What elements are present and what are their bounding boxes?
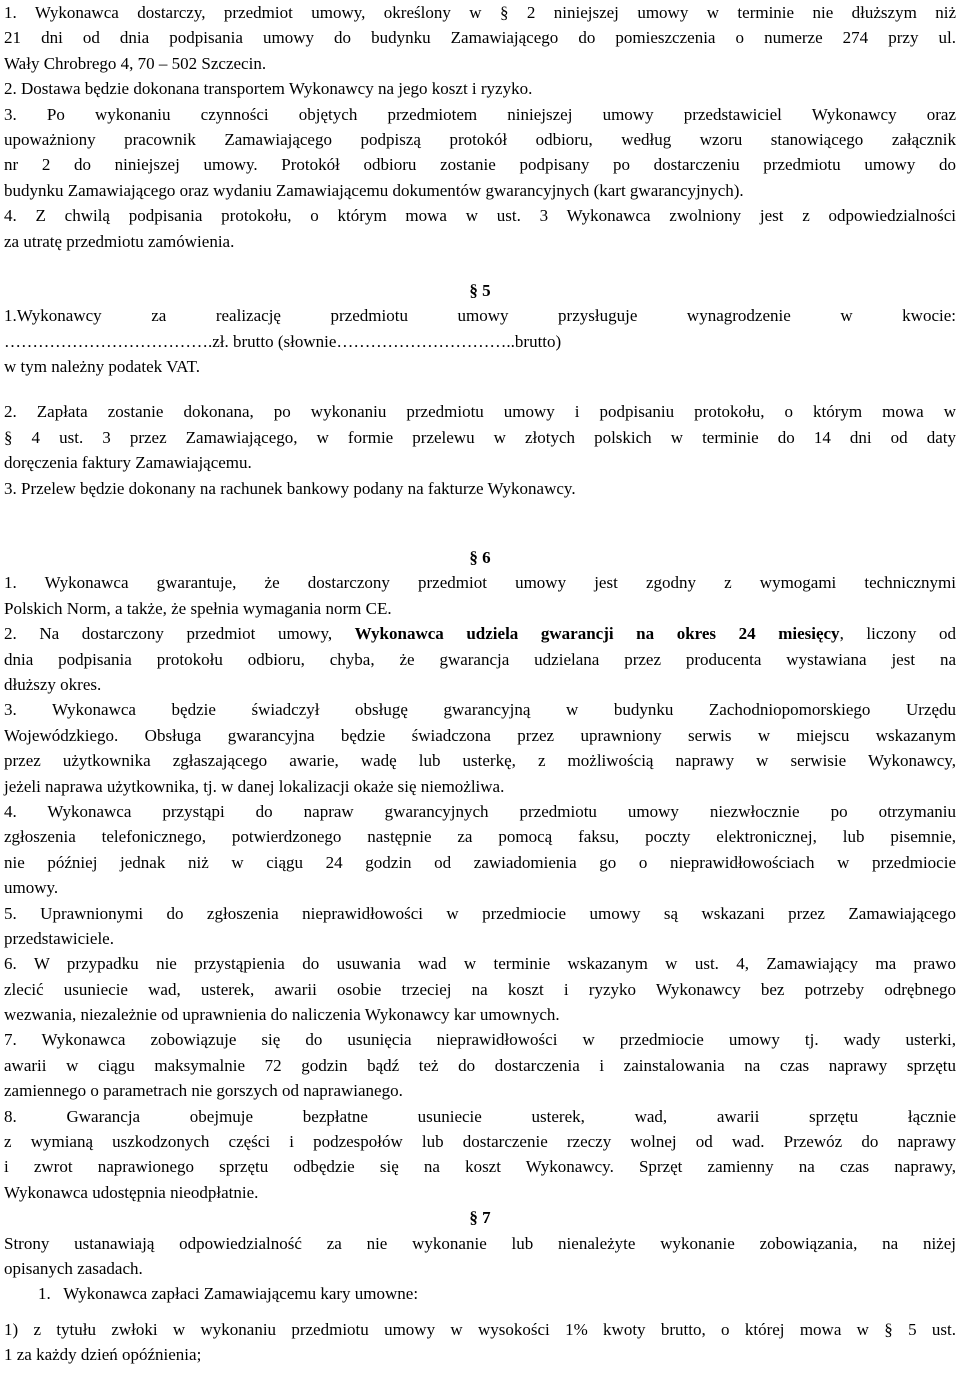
paragraph-line: 3. Przelew będzie dokonany na rachunek bankowy podany na fakturze Wykonawcy. [4, 478, 576, 498]
warranty-text-post: , liczony od [839, 624, 956, 644]
paragraph-line: awarii w ciągu maksymalnie 72 godzin bądź też do dostarczenia i zainstalowania na czas naprawy sprzętu [4, 1055, 956, 1075]
paragraph-line: budynku Zamawiającego oraz wydaniu Zamawiającemu dokumentów gwarancyjnych (kart gwarancyjnych). [4, 180, 744, 200]
paragraph-line: ……………………………….zł. brutto (słownie…………………………..brutto) [4, 331, 562, 351]
paragraph-line: zlecić usuniecie wad, usterek, awarii osobie trzeciej na koszt i ryzyko Wykonawcy bez potrzeby odrębnego [4, 979, 956, 999]
paragraph-line-warranty [4, 621, 956, 646]
paragraph-line: upoważniony pracownik Zamawiającego podpiszą protokół odbioru, według wzoru stanowiącego załącznik [4, 129, 956, 149]
paragraph-line: Wojewódzkiego. Obsługa gwarancyjna będzie świadczona przez uprawniony serwis w miejscu wskazanym [4, 725, 956, 745]
spacer [4, 1307, 956, 1317]
paragraph-line: 1. Wykonawca gwarantuje, że dostarczony przedmiot umowy jest zgodny z wymogami technicznymi [4, 573, 956, 593]
paragraph-line: zamiennego o parametrach nie gorszych od naprawianego. [4, 1081, 403, 1101]
paragraph-line: umowy. [4, 878, 59, 898]
paragraph-line: 2. Zapłata zostanie dokonana, po wykonaniu przedmiotu umowy i podpisaniu protokołu, o którym mowa w [4, 402, 956, 422]
paragraph-line: 1. Wykonawca dostarczy, przedmiot umowy, określony w § 2 niniejszej umowy w terminie nie dłuższym niż [4, 3, 956, 22]
paragraph-line: doręczenia faktury Zamawiającemu. [4, 453, 252, 473]
paragraph-line: 3. Po wykonaniu czynności objętych przedmiotem niniejszej umowy przedstawiciel Wykonawcy oraz [4, 104, 956, 124]
paragraph-line: dłuższy okres. [4, 674, 102, 694]
paragraph-line: Wały Chrobrego 4, 70 – 502 Szczecin. [4, 53, 267, 73]
paragraph-line: przez użytkownika zgłaszającego awarie, wadę lub usterkę, z możliwością naprawy w serwisie Wykonawcy, [4, 751, 956, 771]
paragraph-line: 4. Wykonawca przystąpi do napraw gwarancyjnych przedmiotu umowy niezwłocznie po otrzymaniu [4, 801, 956, 821]
paragraph-line: 2. Dostawa będzie dokonana transportem Wykonawcy na jego koszt i ryzyko. [4, 79, 533, 99]
section-heading-5: § 5 [469, 280, 491, 300]
paragraph-line: 4. Z chwilą podpisania protokołu, o którym mowa w ust. 3 Wykonawca zwolniony jest z odpowiedzialności [4, 206, 956, 226]
paragraph-line: Strony ustanawiają odpowiedzialność za nie wykonanie lub nienależyte wykonanie zobowiązania, na niżej [4, 1233, 956, 1253]
paragraph-line: 21 dni od dnia podpisania umowy do budynku Zamawiającego do pomieszczenia o numerze 274 przy ul. [4, 28, 956, 48]
list-item: 1. Wykonawca zapłaci Zamawiającemu kary umowne: [38, 1284, 419, 1304]
paragraph-line: 3. Wykonawca będzie świadczył obsługę gwarancyjną w budynku Zachodniopomorskiego Urzędu [4, 700, 956, 720]
section-heading-7: § 7 [469, 1208, 491, 1228]
paragraph-line: 8. Gwarancja obejmuje bezpłatne usuniecie usterek, wad, awarii sprzętu łącznie [4, 1106, 956, 1126]
paragraph-line: z wymianą uszkodzonych części i podzespołów lub dostarczenie rzeczy wolnej od wad. Przewóz do naprawy [4, 1132, 956, 1152]
warranty-period-bold: Wykonawca udziela gwarancji na okres 24 miesięcy [354, 624, 840, 644]
paragraph-line: 5. Uprawnionymi do zgłoszenia nieprawidłowości w przedmiocie umowy są wskazani przez Zamawiającego [4, 903, 956, 923]
warranty-text-pre: 2. Na dostarczony przedmiot umowy, [4, 624, 355, 644]
paragraph-line: Wykonawca udostępnia nieodpłatnie. [4, 1182, 259, 1202]
paragraph-line: 6. W przypadku nie przystąpienia do usuwania wad w terminie wskazanym w ust. 4, Zamawiający ma prawo [4, 954, 956, 974]
paragraph-line: 1.Wykonawcy za realizację przedmiotu umowy przysługuje wynagrodzenie w kwocie: [4, 306, 956, 326]
paragraph-line: Polskich Norm, a także, że spełnia wymagania norm CE. [4, 598, 392, 618]
paragraph-line: 1) z tytułu zwłoki w wykonaniu przedmiotu umowy w wysokości 1% kwoty brutto, o której mowa w § 5 ust. [4, 1319, 956, 1339]
paragraph-line: nie później jednak niż w ciągu 24 godzin od zawiadomienia go o nieprawidłowościach w przedmiocie [4, 852, 956, 872]
section-heading-6: § 6 [469, 548, 491, 568]
paragraph-line: 1 za każdy dzień opóźnienia; [4, 1345, 202, 1365]
spacer [4, 254, 956, 278]
paragraph-line: nr 2 do niniejszej umowy. Protokół odbioru zostanie podpisany po dostarczeniu przedmiotu umowy do [4, 155, 956, 175]
paragraph-line: w tym należny podatek VAT. [4, 357, 200, 377]
paragraph-line: jeżeli naprawa użytkownika, tj. w danej lokalizacji okaże się niemożliwa. [4, 776, 505, 796]
paragraph-line: § 4 ust. 3 przez Zamawiającego, w formie przelewu w złotych polskich w terminie do 14 dni od daty [4, 427, 956, 447]
paragraph-line: 7. Wykonawca zobowiązuje się do usunięcia nieprawidłowości w przedmiocie umowy tj. wady usterki, [4, 1030, 956, 1050]
spacer [4, 501, 956, 545]
paragraph-line: i zwrot naprawionego sprzętu odbędzie się na koszt Wykonawcy. Sprzęt zamienny na czas naprawy, [4, 1157, 956, 1177]
paragraph-line: opisanych zasadach. [4, 1258, 143, 1278]
paragraph-line: przedstawiciele. [4, 928, 114, 948]
paragraph-line: wezwania, niezależnie od uprawnienia do naliczenia Wykonawcy kar umownych. [4, 1005, 560, 1025]
document-page [4, 0, 956, 1368]
paragraph-line: dnia podpisania protokołu odbioru, chyba, że gwarancja udzielana przez producenta wystawiana jest na [4, 649, 956, 669]
paragraph-line: zgłoszenia telefonicznego, potwierdzonego następnie za pomocą faksu, poczty elektronicznej, lub pisemnie, [4, 827, 956, 847]
paragraph-line: za utratę przedmiotu zamówienia. [4, 231, 235, 251]
spacer [4, 379, 956, 399]
